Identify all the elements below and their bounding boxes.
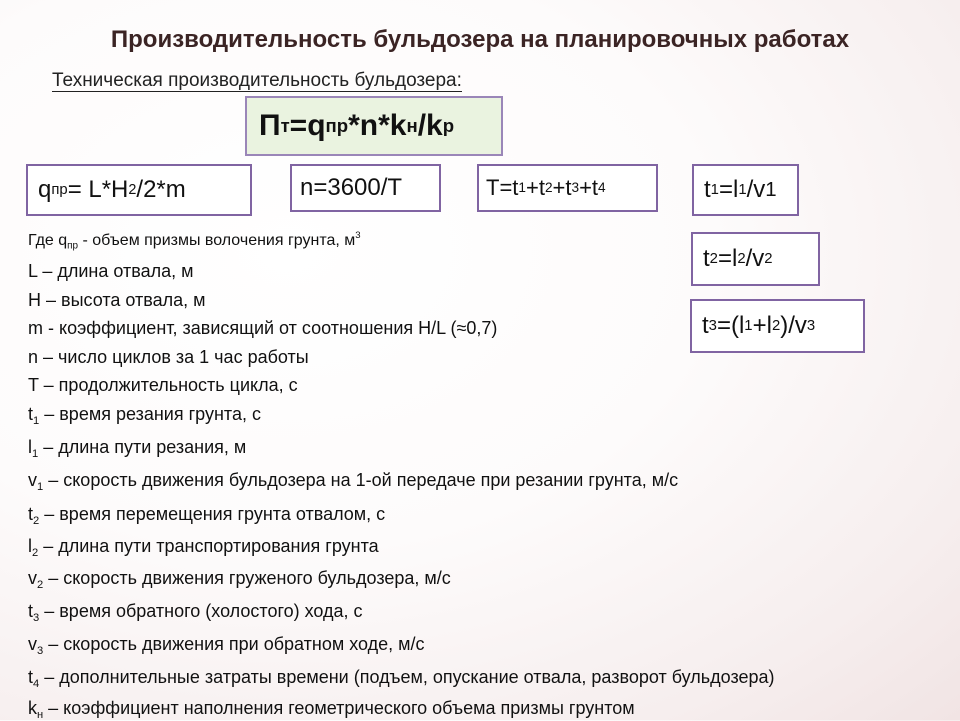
formula-t2-box: t 2 =l 2 /v 2 <box>691 232 820 286</box>
legend-text: – длина пути транспортирования грунта <box>38 536 379 556</box>
legend-item-T <box>28 374 298 396</box>
formula-symbol: +t <box>525 175 545 200</box>
legend-item-t2 <box>28 503 385 525</box>
legend-subscript: 3 <box>37 644 44 657</box>
legend-symbol: L <box>28 261 38 281</box>
legend-text: – продолжительность цикла, с <box>38 375 298 395</box>
main-productivity-formula: П т = q пр *n*k н /k р <box>245 96 503 156</box>
legend-symbol: l <box>28 536 32 556</box>
legend-symbol: t <box>28 404 34 424</box>
legend-text: – высота отвала, м <box>41 290 206 310</box>
formula-symbol: =l <box>717 245 738 272</box>
formula-symbol: +t <box>552 175 572 200</box>
formula-symbol: П <box>259 109 281 142</box>
legend-text: – скорость движения при обратном ходе, м/с <box>43 634 425 654</box>
legend-text: – время обратного (холостого) хода, с <box>39 601 363 621</box>
legend-text: – число циклов за 1 час работы <box>38 347 309 367</box>
formula-symbol: t <box>702 312 709 339</box>
formula-symbol: q <box>38 176 52 203</box>
legend-subscript: 2 <box>33 514 40 527</box>
legend-text: – длина отвала, м <box>37 261 194 281</box>
legend-text: – скорость движения бульдозера на 1-ой передаче при резании грунта, м/с <box>43 470 679 490</box>
legend-subscript: 1 <box>33 414 40 427</box>
legend-symbol: H <box>28 290 41 310</box>
legend-subscript: 3 <box>33 611 40 624</box>
legend-item-l1 <box>28 436 246 458</box>
legend-superscript: 3 <box>355 229 361 241</box>
legend-item-l2 <box>28 535 379 557</box>
legend-item-kn <box>28 697 635 719</box>
legend-symbol: t <box>28 504 34 524</box>
legend-symbol: v <box>28 634 37 654</box>
formula-symbol: = L*H <box>67 176 129 203</box>
legend-item-m <box>28 317 497 339</box>
legend-symbol: n <box>28 347 39 367</box>
legend-text: - объем призмы волочения грунта, м <box>78 232 356 249</box>
legend-symbol: Где q <box>28 232 68 249</box>
legend-symbol: v <box>28 470 37 490</box>
legend-text: – время перемещения грунта отвалом, с <box>39 504 386 524</box>
legend-subscript: н <box>37 708 44 721</box>
legend-subscript: 2 <box>37 578 44 591</box>
legend-subscript: 1 <box>32 447 39 460</box>
formula-symbol: /k <box>417 109 443 142</box>
legend-text: – коэффициент наполнения геометрического объема призмы грунтом <box>43 698 635 718</box>
legend-symbol: t <box>28 667 34 687</box>
legend-symbol: k <box>28 698 37 718</box>
formula-symbol: q <box>307 109 326 142</box>
legend-subscript: 2 <box>32 546 39 559</box>
legend-item-t1 <box>28 403 261 425</box>
formula-symbol: *n*k <box>348 109 407 142</box>
formula-symbol: =l <box>718 176 739 203</box>
formula-t1-box: t 1 =l 1 /v 1 <box>692 164 799 216</box>
legend-symbol: t <box>28 601 34 621</box>
formula-n-box <box>290 164 441 212</box>
formula-q-box: q пр = L*H 2 /2*m <box>26 164 252 216</box>
legend-symbol: m <box>28 318 43 338</box>
formula-t3-box: t 3 =(l 1 +l 2 )/v 3 <box>690 299 865 353</box>
legend-text: - коэффициент, зависящий от соотношения H/L (≈0,7) <box>43 318 498 338</box>
legend-subscript: 1 <box>37 480 44 493</box>
formula-symbol: t <box>704 176 711 203</box>
formula-symbol: T=t <box>486 175 519 200</box>
legend-subscript: пр <box>67 240 79 252</box>
page-title: Производительность бульдозера на планировочных работах <box>110 26 850 53</box>
section-subtitle: Техническая производительность бульдозера: <box>52 70 462 91</box>
legend-item-t3 <box>28 600 363 622</box>
legend-item-v1 <box>28 469 678 491</box>
legend-text: – дополнительные затраты времени (подъем, опускание отвала, разворот бульдозера) <box>39 667 775 687</box>
legend-item-L <box>28 260 194 282</box>
formula-text: n=3600/T <box>300 174 403 201</box>
legend-text: – длина пути резания, м <box>38 437 247 457</box>
formula-symbol: +t <box>579 175 599 200</box>
legend-text: – скорость движения груженого бульдозера, м/с <box>43 568 451 588</box>
legend-text: – время резания грунта, с <box>39 404 261 424</box>
legend-item-q <box>28 230 361 252</box>
legend-symbol: T <box>28 375 39 395</box>
formula-symbol: t <box>703 245 710 272</box>
formula-symbol: /v <box>745 245 765 272</box>
formula-symbol: = <box>289 109 308 142</box>
legend-subscript: 4 <box>33 677 40 690</box>
formula-symbol: =(l <box>716 312 745 339</box>
formula-symbol: )/v <box>780 312 807 339</box>
legend-item-n <box>28 346 309 368</box>
formula-symbol: /v <box>746 176 766 203</box>
legend-item-t4 <box>28 666 775 688</box>
formula-symbol: +l <box>752 312 772 339</box>
legend-symbol: v <box>28 568 37 588</box>
legend-symbol: l <box>28 437 32 457</box>
formula-T-box: T=t 1 +t 2 +t 3 +t 4 <box>477 164 658 212</box>
legend-item-v3 <box>28 633 425 655</box>
legend-item-H <box>28 289 206 311</box>
legend-item-v2 <box>28 567 451 589</box>
formula-symbol: /2*m <box>136 176 186 203</box>
